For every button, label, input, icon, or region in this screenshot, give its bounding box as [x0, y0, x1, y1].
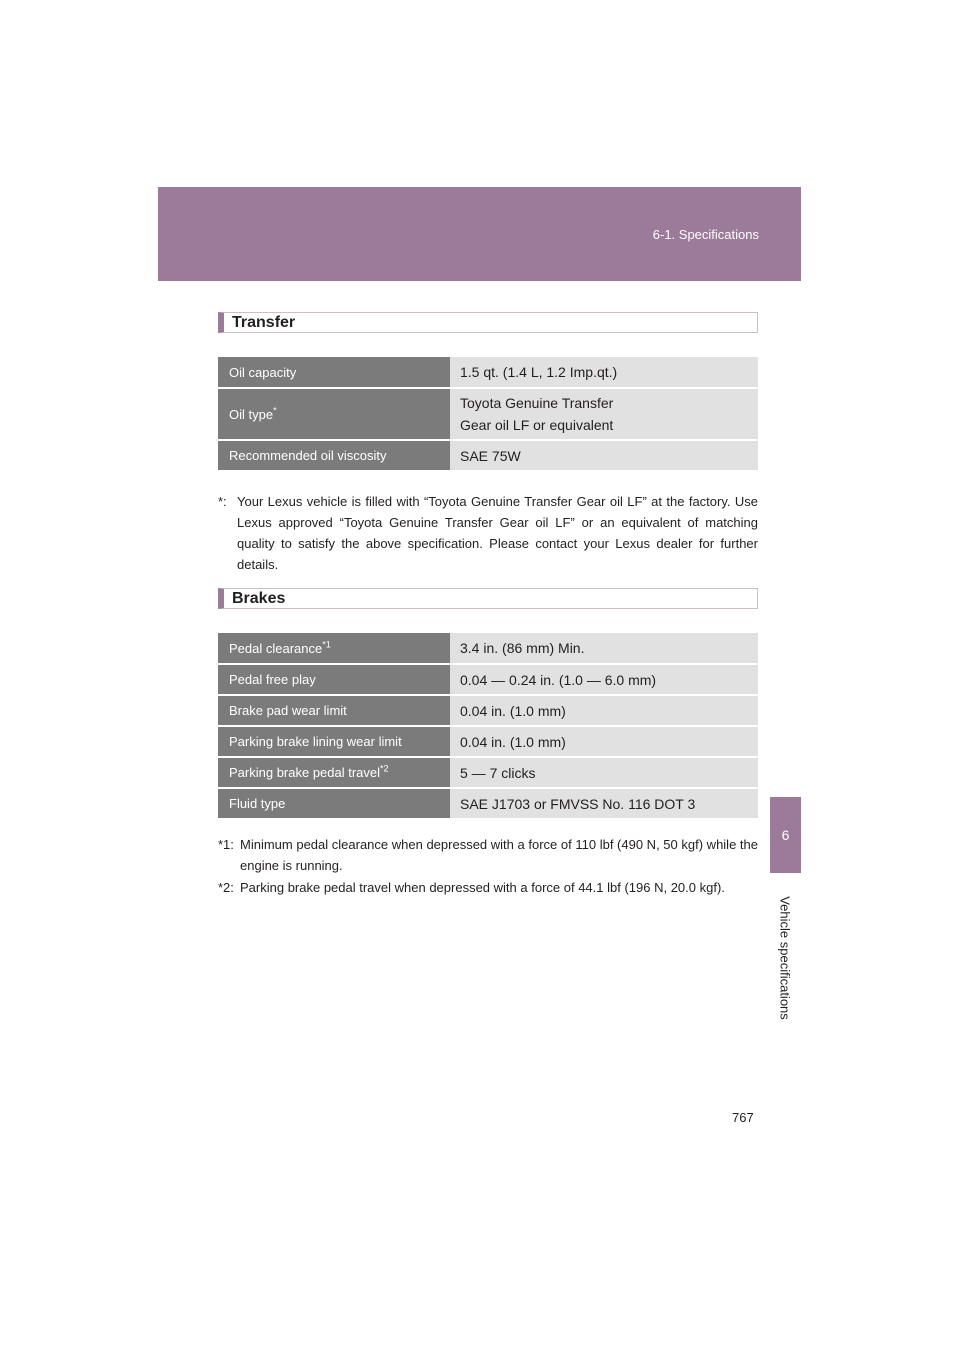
brakes-spec-table: [218, 633, 758, 820]
brakes-section-title: Brakes: [218, 588, 758, 609]
table-row: [218, 357, 758, 388]
transfer-section-title: Transfer: [218, 312, 758, 333]
footnote-mark: *:: [218, 494, 227, 509]
table-row: [218, 440, 758, 471]
footnote-mark: *1:: [218, 837, 234, 852]
chapter-number: 6: [781, 827, 790, 843]
spec-label: Parking brake lining wear limit: [218, 726, 450, 757]
footnote-mark: *2:: [218, 880, 234, 895]
spec-value: Toyota Genuine Transfer Gear oil LF or equivalent: [450, 388, 758, 440]
transfer-footnote: [218, 491, 758, 575]
table-row: [218, 388, 758, 440]
spec-label: Oil capacity: [218, 357, 450, 388]
spec-value: 3.4 in. (86 mm) Min.: [450, 633, 758, 664]
section-header-band: [158, 187, 801, 281]
chapter-tab: [770, 797, 801, 873]
spec-value: 5 — 7 clicks: [450, 757, 758, 788]
footnote-text: Your Lexus vehicle is filled with “Toyota Genuine Transfer Gear oil LF” at the factory. Use Lexus approved “Toyota Genuine Transfer Gear oil LF” or an equivalent of matching quality to satisfy the above specification. Please contact your Lexus dealer for further details.: [237, 494, 758, 572]
spec-label: Pedal clearance$^{*1}$: [218, 633, 450, 664]
footnote-text: Parking brake pedal travel when depressed with a force of 44.1 lbf (196 N, 20.0 kgf).: [240, 880, 725, 895]
table-row: [218, 664, 758, 695]
spec-value: 1.5 qt. (1.4 L, 1.2 Imp.qt.): [450, 357, 758, 388]
table-row: [218, 633, 758, 664]
table-row: [218, 788, 758, 819]
page-number: 767: [732, 1110, 754, 1125]
footnote-text: Minimum pedal clearance when depressed with a force of 110 lbf (490 N, 50 kgf) while the engine is running.: [240, 837, 758, 873]
spec-value: 0.04 in. (1.0 mm): [450, 726, 758, 757]
spec-label: Pedal free play: [218, 664, 450, 695]
brakes-footnote-2: [218, 877, 758, 898]
spec-label: Brake pad wear limit: [218, 695, 450, 726]
spec-value: SAE J1703 or FMVSS No. 116 DOT 3: [450, 788, 758, 819]
spec-value: 0.04 in. (1.0 mm): [450, 695, 758, 726]
table-row: [218, 695, 758, 726]
transfer-spec-table: [218, 357, 758, 472]
table-row: [218, 757, 758, 788]
spec-label: Parking brake pedal travel$^{*2}$: [218, 757, 450, 788]
spec-label: Recommended oil viscosity: [218, 440, 450, 471]
chapter-label: Vehicle specifications: [777, 896, 793, 1020]
spec-label: Fluid type: [218, 788, 450, 819]
table-row: [218, 726, 758, 757]
brakes-footnote-1: [218, 834, 758, 876]
spec-value: SAE 75W: [450, 440, 758, 471]
spec-label: Oil type*: [218, 388, 450, 440]
spec-value: 0.04 — 0.24 in. (1.0 — 6.0 mm): [450, 664, 758, 695]
section-header-title: 6-1. Specifications: [652, 227, 759, 242]
